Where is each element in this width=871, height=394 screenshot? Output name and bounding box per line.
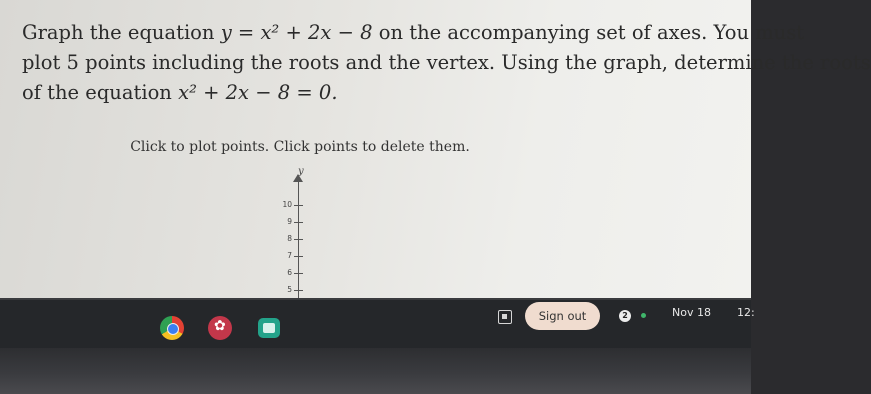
question-line-1-text: Graph the equation	[22, 21, 221, 44]
question-line-2: plot 5 points including the roots and the vertex. Using the graph, determine the roots	[22, 51, 871, 74]
equation-y: y = x² + 2x − 8	[220, 21, 373, 44]
notification-badge[interactable]: 2	[619, 310, 631, 322]
question-text	[22, 18, 871, 108]
y-tick-label: 9	[287, 217, 292, 226]
date-display[interactable]: Nov 18	[672, 306, 711, 319]
y-tick	[294, 222, 303, 223]
y-tick	[294, 290, 303, 291]
question-line-1	[22, 18, 805, 48]
y-tick-label: 5	[287, 285, 292, 294]
meet-icon[interactable]	[258, 318, 280, 338]
graph-axes[interactable]	[270, 168, 330, 300]
plot-instructions: Click to plot points. Click points to delete them.	[130, 139, 470, 155]
screen-bezel	[0, 348, 751, 394]
sign-out-button[interactable]: Sign out	[525, 302, 600, 330]
photos-icon[interactable]	[208, 316, 232, 340]
screen-capture-icon[interactable]	[498, 310, 512, 324]
question-line-3-text: of the equation	[22, 81, 179, 104]
y-tick	[294, 256, 303, 257]
status-dot-icon	[641, 313, 646, 318]
y-tick-label: 6	[287, 268, 292, 277]
y-tick-label: 8	[287, 234, 292, 243]
equation-roots: x² + 2x − 8 = 0.	[178, 81, 338, 104]
y-tick-label: 7	[287, 251, 292, 260]
chrome-icon[interactable]	[160, 316, 184, 340]
y-axis-label: y	[298, 166, 304, 177]
question-line-3	[22, 78, 737, 108]
y-tick-label: 10	[282, 200, 292, 209]
time-display[interactable]: 12:	[737, 306, 755, 319]
y-tick	[294, 205, 303, 206]
y-tick	[294, 273, 303, 274]
y-axis	[298, 180, 299, 300]
question-line-1-suffix: on the accompanying set of axes. You must	[372, 21, 805, 44]
taskbar	[0, 298, 755, 350]
y-tick	[294, 239, 303, 240]
